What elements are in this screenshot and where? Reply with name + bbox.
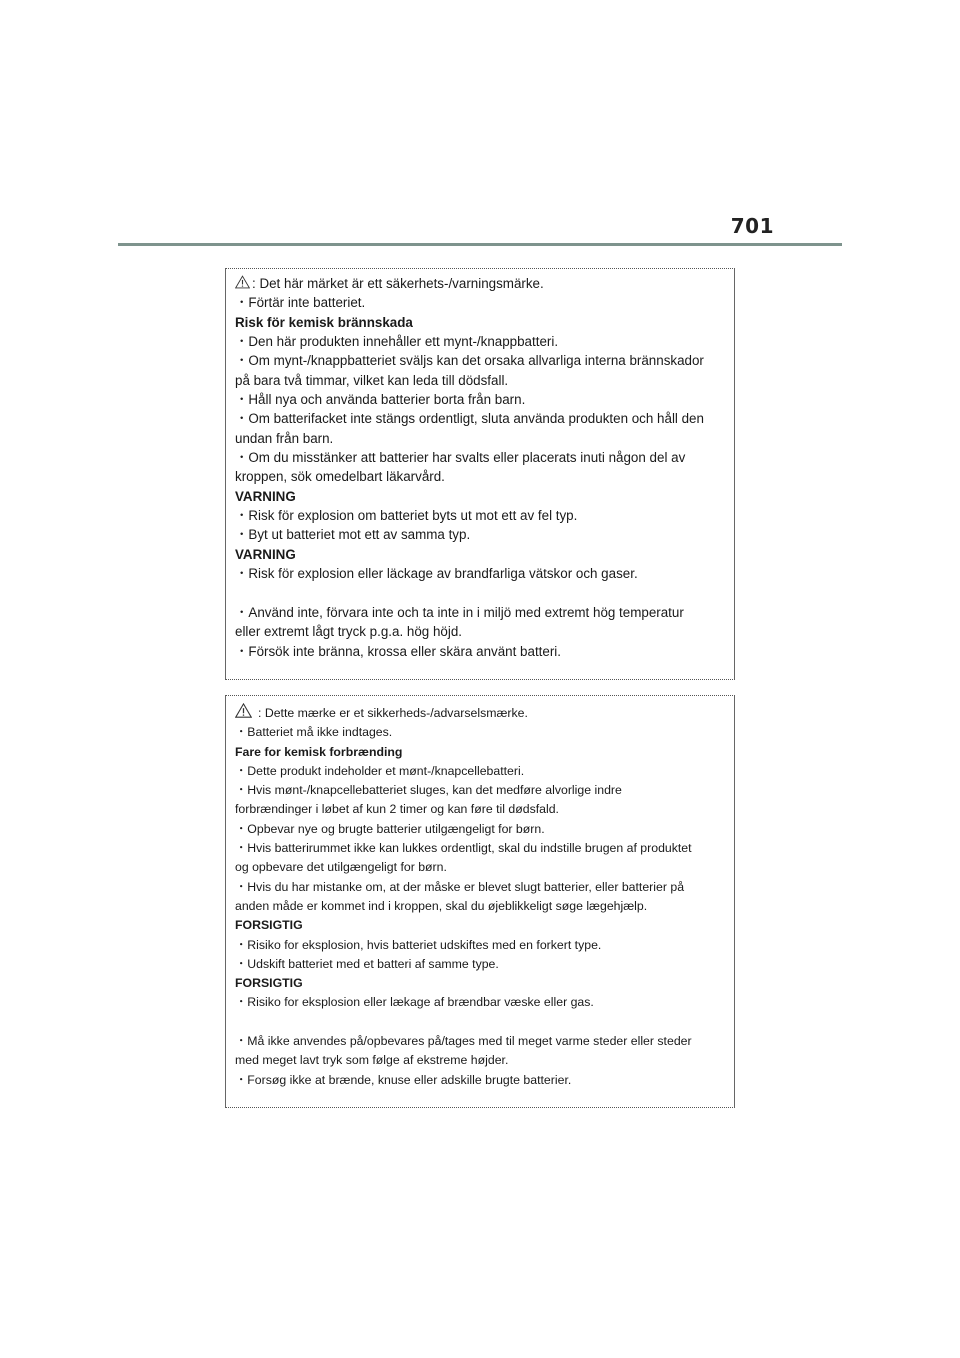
list-item: ・Forsøg ikke at brænde, knuse eller adskille brugte batterier. [235, 1072, 572, 1087]
mark-text: : Dette mærke er et sikkerheds-/advarselsmærke. [258, 706, 528, 720]
list-item-continuation: på bara två timmar, vilket kan leda till dödsfall. [235, 372, 509, 388]
list-item: ・Dette produkt indeholder et mønt-/knapcellebatteri. [235, 763, 525, 778]
list-item: ・Hvis batterirummet ikke kan lukkes ordentligt, skal du indstille brugen af produktet [235, 841, 692, 856]
page-number: 701 [730, 214, 774, 238]
list-item-continuation: og opbevare det utilgængeligt for børn. [235, 860, 447, 875]
list-item: ・Om mynt-/knappbatteriet sväljs kan det orsaka allvarliga interna brännskador [235, 353, 704, 369]
list-item-continuation: forbrændinger i løbet af kun 2 timer og kan føre til dødsfald. [235, 802, 559, 817]
list-item-continuation: anden måde er kommet ind i kroppen, skal du øjeblikkeligt søge lægehjælp. [235, 898, 648, 913]
list-item: ・Hvis mønt-/knapcellebatteriet sluges, kan det medføre alvorlige indre [235, 783, 622, 798]
list-item-continuation: eller extremt lågt tryck p.g.a. hög höjd. [235, 624, 463, 640]
list-item: ・Må ikke anvendes på/opbevares på/tages med til meget varme steder eller steder [235, 1034, 692, 1049]
danish-warning-box [225, 695, 735, 1108]
list-item: ・Risiko for eksplosion eller lækage af brændbar væske eller gas. [235, 995, 594, 1010]
caution-heading: FORSIGTIG [235, 976, 303, 991]
spacer [235, 1013, 724, 1032]
list-item: ・Förtär inte batteriet. [235, 295, 366, 311]
list-item: ・Risk för explosion eller läckage av brandfarliga vätskor och gaser. [235, 566, 638, 582]
list-item: ・Udskift batteriet med et batteri af samme type. [235, 956, 499, 971]
list-item: ・Om batterifacket inte stängs ordentligt, sluta använda produkten och håll den [235, 411, 704, 427]
list-item-continuation: kroppen, sök omedelbart läkarvård. [235, 469, 445, 485]
warning-heading: VARNING [235, 488, 296, 504]
header-rule [118, 243, 842, 246]
caution-heading: FORSIGTIG [235, 918, 303, 933]
section-heading: Risk för kemisk brännskada [235, 314, 413, 330]
list-item-continuation: undan från barn. [235, 430, 334, 446]
spacer [235, 584, 724, 603]
list-item: ・Håll nya och använda batterier borta från barn. [235, 392, 526, 408]
list-item: ・Batteriet må ikke indtages. [235, 725, 393, 740]
list-item: ・Försök inte bränna, krossa eller skära använt batteri. [235, 643, 561, 659]
section-heading: Fare for kemisk forbrænding [235, 744, 403, 759]
warning-heading: VARNING [235, 546, 296, 562]
list-item: ・Byt ut batteriet mot ett av samma typ. [235, 527, 471, 543]
mark-line [235, 274, 724, 293]
list-item: ・Använd inte, förvara inte och ta inte in i miljö med extremt hög temperatur [235, 604, 684, 620]
swedish-warning-box [225, 268, 735, 680]
warning-triangle-icon [235, 703, 252, 718]
mark-line [235, 703, 724, 723]
list-item: ・Den här produkten innehåller ett mynt-/knappbatteri. [235, 334, 559, 350]
warning-triangle-icon [235, 275, 250, 289]
mark-text: : Det här märket är ett säkerhets-/varningsmärke. [252, 276, 544, 291]
list-item-continuation: med meget lavt tryk som følge af ekstreme højder. [235, 1053, 509, 1068]
list-item: ・Om du misstänker att batterier har svalts eller placerats inuti någon del av [235, 450, 686, 466]
list-item: ・Risiko for eksplosion, hvis batteriet udskiftes med en forkert type. [235, 937, 602, 952]
list-item: ・Opbevar nye og brugte batterier utilgængeligt for børn. [235, 821, 545, 836]
list-item: ・Hvis du har mistanke om, at der måske er blevet slugt batterier, eller batterier på [235, 879, 685, 894]
list-item: ・Risk för explosion om batteriet byts ut mot ett av fel typ. [235, 508, 578, 524]
